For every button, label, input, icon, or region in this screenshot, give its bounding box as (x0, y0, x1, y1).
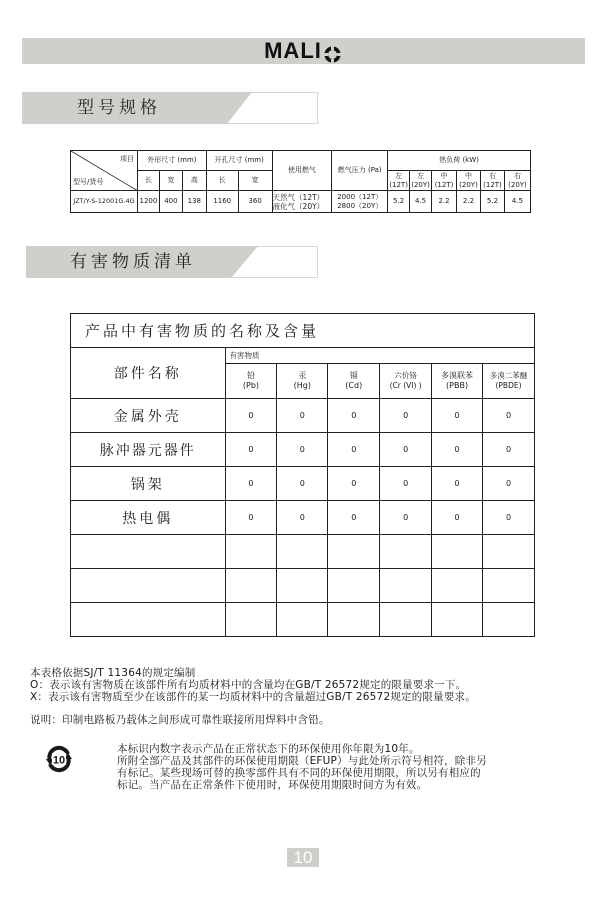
section-heading-hazardous-substances (26, 246, 318, 278)
substance-name: 多溴二苯醚 (489, 371, 528, 380)
part-name: 金属外壳 (71, 399, 226, 433)
substance-name: 汞 (298, 371, 307, 380)
logo-o-icon (324, 43, 341, 60)
explain-line: 说明：印制电路板乃载体之间形成可靠性联接所用焊料中含铅。 (30, 714, 330, 726)
section-title: 有害物质清单 (70, 252, 196, 272)
value-cell: 400 (159, 191, 182, 213)
table-row (71, 501, 535, 535)
pressure-cell (332, 191, 388, 213)
value-cell: 0 (432, 399, 483, 433)
efup-10-icon (44, 744, 74, 774)
value-cell: 1200 (137, 191, 159, 213)
substance-name: 多溴联苯 (441, 371, 474, 380)
substance-col (225, 364, 277, 399)
hazard-table (70, 313, 535, 637)
heat-col-gas: (20Y) (459, 180, 478, 189)
note-line: 本表格依据SJ/T 11364的规定编制 (30, 667, 196, 679)
heat-col-pos: 左 (395, 171, 403, 180)
heat-col (480, 171, 504, 191)
value-cell: 4.5 (504, 191, 530, 213)
efup-line: 本标识内数字表示产品在正常状态下的环保使用你年限为10年。 (117, 743, 420, 755)
substance-symbol: (Pb) (242, 381, 260, 390)
empty-row (71, 603, 535, 637)
outer-col-length: 长 (137, 171, 159, 191)
heat-col-pos: 右 (513, 171, 521, 180)
cutout-col-width: 宽 (238, 171, 272, 191)
value-cell: 2.2 (457, 191, 481, 213)
heat-col-pos: 左 (417, 171, 425, 180)
value-cell: 0 (328, 399, 380, 433)
corner-top-label: 项目 (119, 155, 134, 163)
value-cell: 0 (483, 467, 535, 501)
section-heading-model-spec (22, 92, 318, 124)
value-cell: 0 (225, 433, 277, 467)
empty-row (71, 535, 535, 569)
substance-col (380, 364, 432, 399)
value-cell: 0 (380, 467, 432, 501)
substance-col (432, 364, 483, 399)
heat-col-gas: (12T) (434, 180, 454, 189)
page-number: 10 (287, 848, 319, 867)
substance-symbol: (Cr (VI) ) (389, 381, 422, 390)
table-row (71, 399, 535, 433)
value-cell: 0 (328, 433, 380, 467)
brand-logo: MALI (0, 38, 605, 64)
value-cell: 0 (432, 433, 483, 467)
heat-col (457, 171, 481, 191)
heat-col (432, 171, 457, 191)
value-cell: 0 (277, 433, 328, 467)
value-cell: 360 (238, 191, 272, 213)
heat-col-pos: 中 (440, 171, 448, 180)
value-cell: 0 (225, 467, 277, 501)
efup-line: 所附全部产品及其部件的环保使用期限（EFUP）与此处所示符号相符，除非另 (117, 755, 487, 767)
gas-line: 液化气（20Y） (272, 201, 325, 211)
gas-type-header: 使用燃气 (272, 151, 332, 191)
substance-col (328, 364, 380, 399)
efup-icon-number: 10 (52, 754, 66, 767)
substance-symbol: (Hg) (293, 381, 312, 390)
value-cell: 0 (328, 501, 380, 535)
value-cell: 0 (328, 467, 380, 501)
heat-col-pos: 中 (465, 171, 472, 180)
efup-line: 标记。当产品在正常条件下使用时，环保使用期限时间方为有效。 (117, 779, 428, 791)
outer-col-height: 高 (182, 171, 206, 191)
substance-symbol: (PBB) (446, 381, 469, 390)
table-row (71, 433, 535, 467)
heat-col-pos: 右 (488, 171, 496, 180)
value-cell: 0 (277, 467, 328, 501)
gas-line: 天然气（12T） (272, 192, 325, 202)
heat-col-gas: (12T) (389, 180, 408, 189)
value-cell: 1160 (206, 191, 238, 213)
gas-type-cell (272, 191, 332, 213)
part-name: 热电偶 (71, 501, 226, 535)
note-line: X：表示该有害物质至少在该部件的某一均质材料中的含量超过GB/T 26572规定的限量要求。 (30, 691, 476, 703)
value-cell: 0 (432, 501, 483, 535)
part-name: 锅架 (71, 467, 226, 501)
heat-col (504, 171, 530, 191)
section-title: 型号规格 (77, 98, 161, 118)
table-row (71, 467, 535, 501)
value-cell: 0 (380, 399, 432, 433)
value-cell: 0 (483, 433, 535, 467)
value-cell: 2.2 (432, 191, 457, 213)
substance-header: 有害物质 (225, 348, 534, 364)
cutout-col-length: 长 (206, 171, 238, 191)
table-row (71, 191, 531, 213)
value-cell: 0 (277, 399, 328, 433)
value-cell: 0 (483, 501, 535, 535)
heat-col (388, 171, 410, 191)
value-cell: 5.2 (388, 191, 410, 213)
substance-name: 六价铬 (394, 371, 417, 380)
part-name-header: 部件名称 (71, 348, 226, 399)
corner-header-cell (71, 151, 138, 191)
substance-symbol: (PBDE) (495, 381, 522, 390)
corner-bottom-label: 型号/货号 (73, 178, 104, 186)
pressure-line: 2800（20Y） (337, 201, 383, 210)
value-cell: 0 (277, 501, 328, 535)
spec-table (70, 150, 531, 213)
note-line: O：表示该有害物质在该部件所有均质材料中的含量均在GB/T 26572规定的限量要求一下。 (30, 679, 467, 691)
value-cell: 4.5 (410, 191, 432, 213)
cutout-size-header: 开孔尺寸 (mm) (206, 151, 272, 171)
value-cell: 0 (380, 501, 432, 535)
hazard-table-title: 产品中有害物质的名称及含量 (71, 314, 535, 348)
empty-row (71, 569, 535, 603)
value-cell: 0 (483, 399, 535, 433)
gas-pressure-header: 燃气压力 (Pa) (332, 151, 388, 191)
value-cell: 0 (380, 433, 432, 467)
substance-symbol: (Cd) (345, 381, 363, 390)
heat-load-header: 热负荷 (kW) (388, 151, 531, 171)
value-cell: 0 (432, 467, 483, 501)
substance-col (483, 364, 535, 399)
value-cell: 0 (225, 399, 277, 433)
pressure-line: 2000（12T） (337, 192, 383, 201)
heat-col (410, 171, 432, 191)
substance-name: 铅 (246, 371, 255, 380)
value-cell: 0 (225, 501, 277, 535)
part-name: 脉冲器元器件 (71, 433, 226, 467)
heat-col-gas: (20Y) (411, 180, 430, 189)
heat-col-gas: (12T) (483, 180, 502, 189)
value-cell: 138 (182, 191, 206, 213)
model-cell: JZT/Y-S-12001G.4G (71, 191, 138, 213)
outer-size-header: 外形尺寸 (mm) (137, 151, 206, 171)
substance-name: 镉 (349, 371, 358, 380)
heat-col-gas: (20Y) (508, 180, 527, 189)
value-cell: 5.2 (480, 191, 504, 213)
substance-col (277, 364, 328, 399)
efup-line: 有标记。某些现场可替的换零部件具有不同的环保使用期限，所以另有相应的 (117, 767, 481, 779)
outer-col-width: 宽 (159, 171, 182, 191)
